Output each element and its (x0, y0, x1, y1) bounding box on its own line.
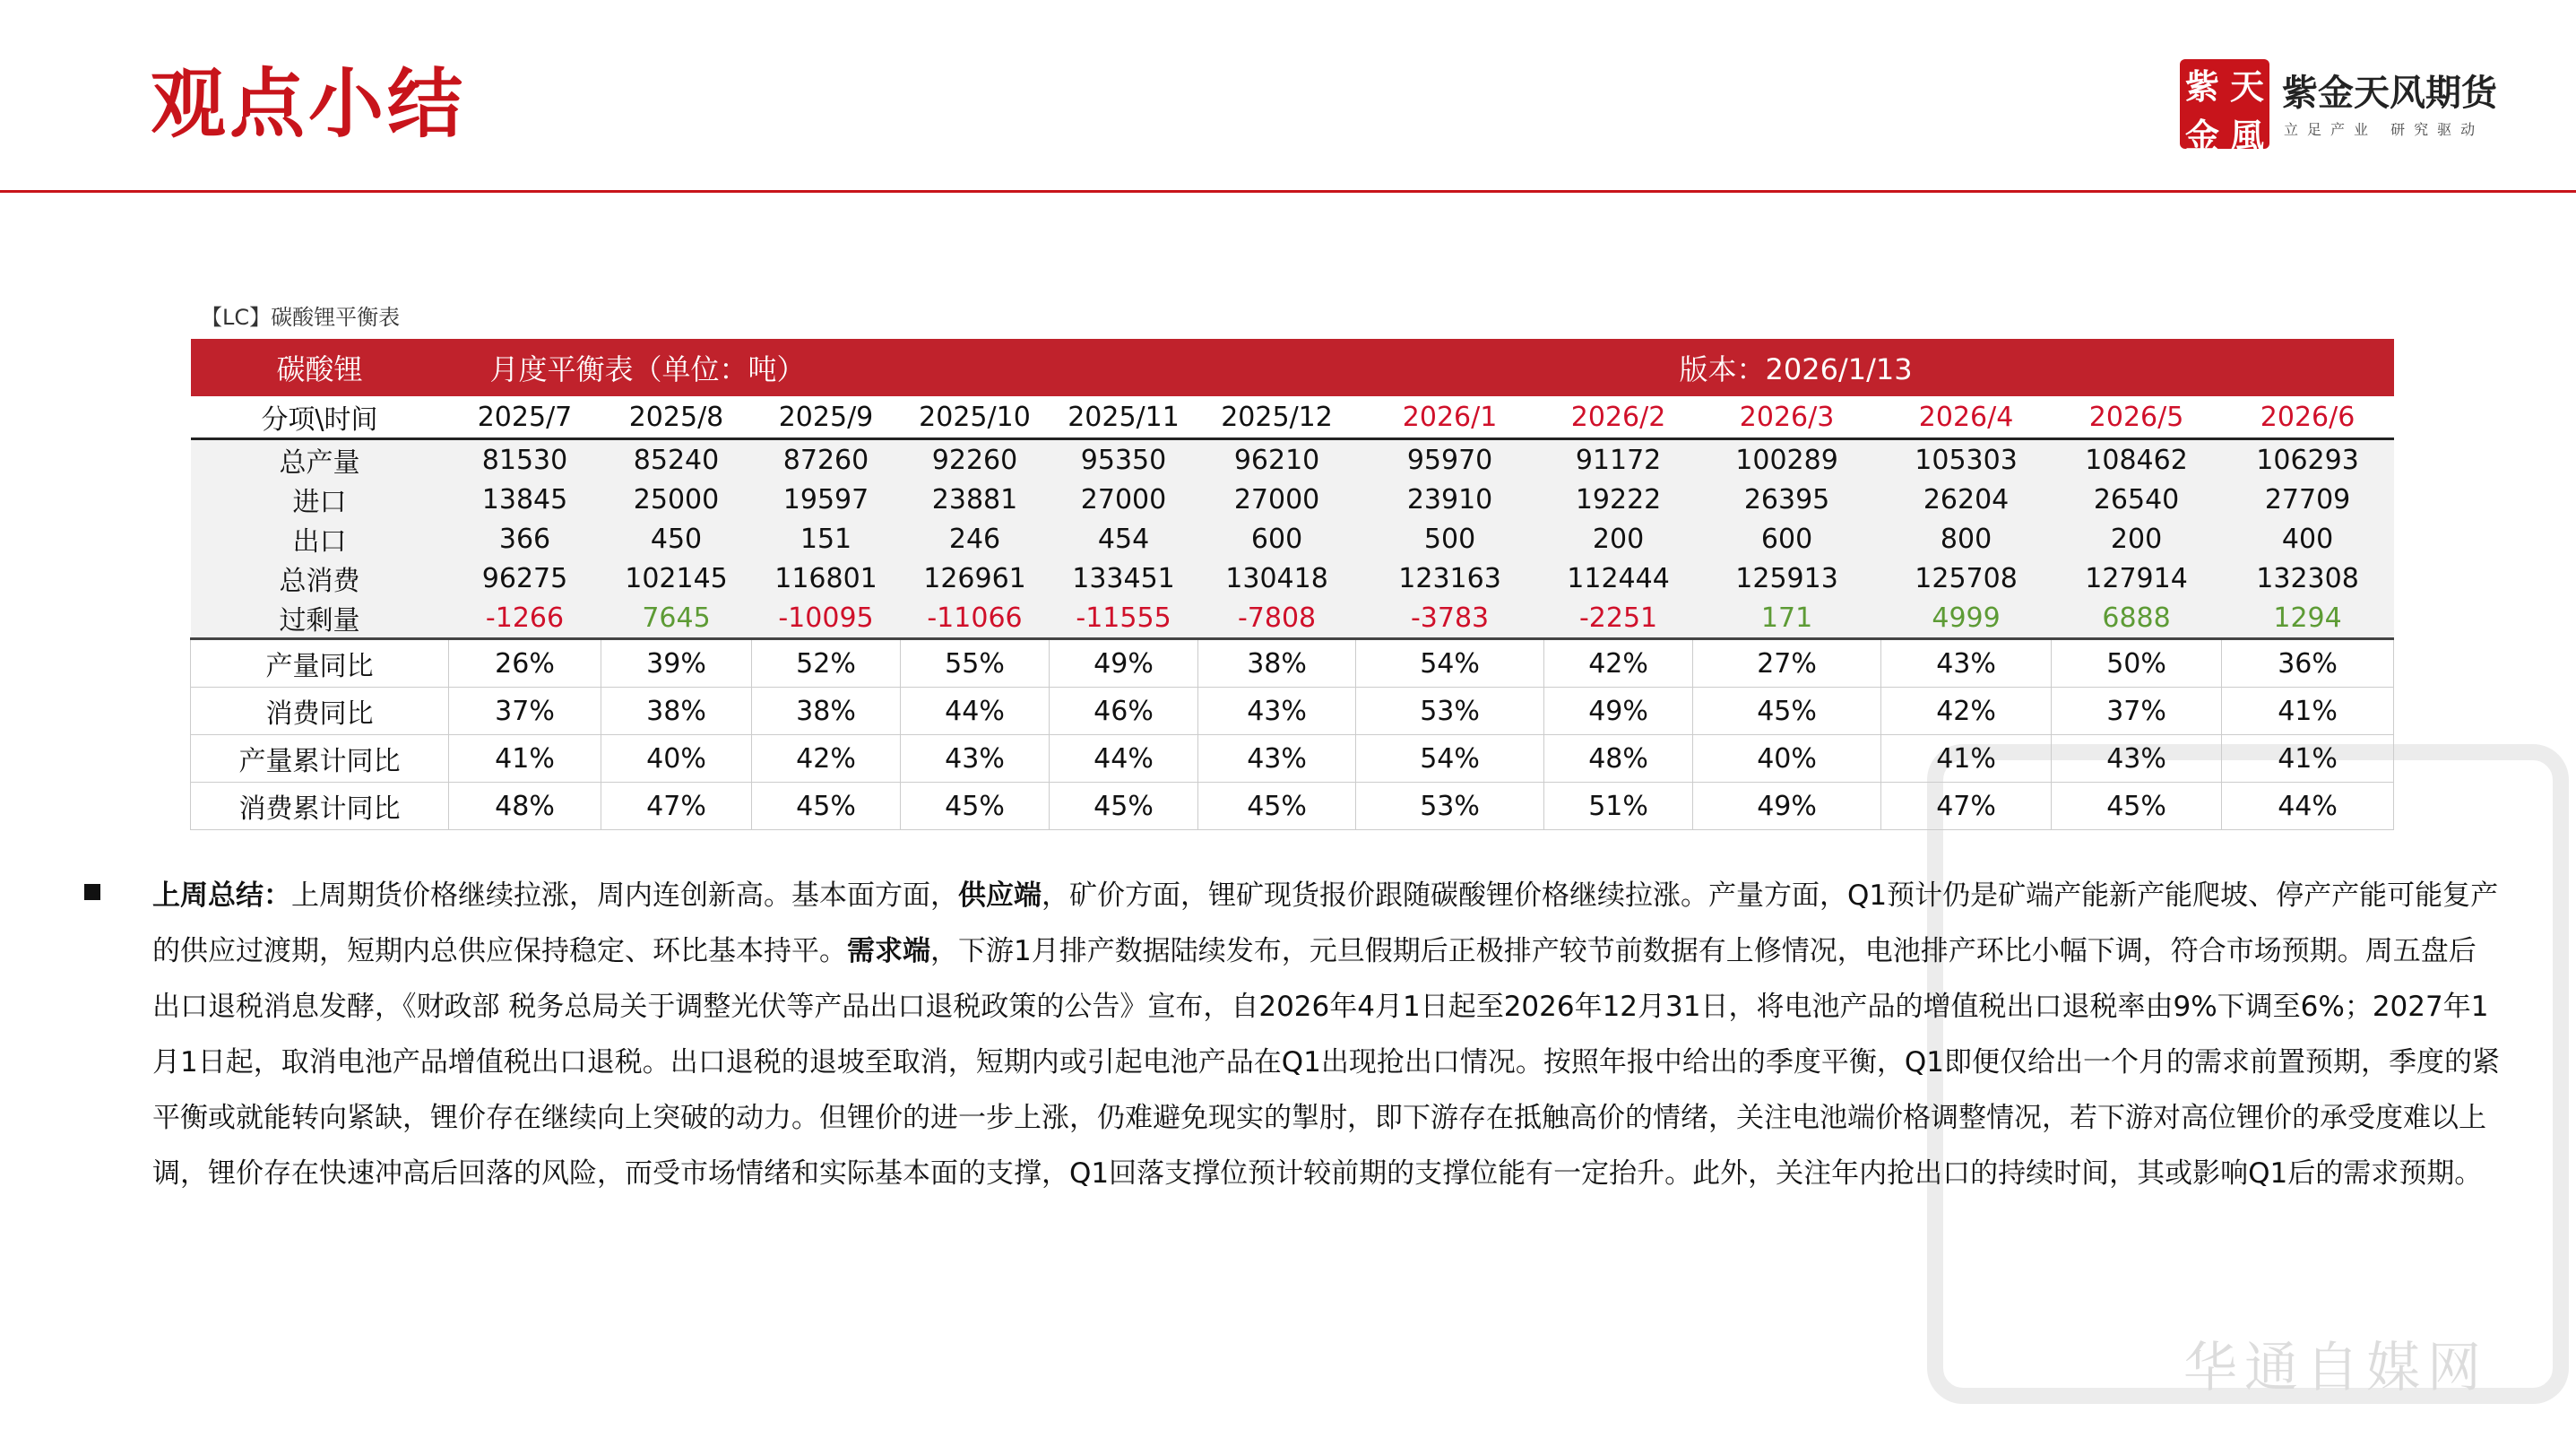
table-cell: 49% (1693, 783, 1881, 830)
table-cell: 37% (2052, 688, 2222, 735)
table-cell: 48% (449, 783, 601, 830)
table-cell: 40% (1693, 735, 1881, 783)
table-cell: 55% (901, 639, 1050, 688)
table-cell: 41% (2222, 688, 2394, 735)
table-cell: 47% (601, 783, 752, 830)
table-cell: -11555 (1050, 598, 1198, 639)
table-cell: -2251 (1544, 598, 1693, 639)
table-cell: 105303 (1881, 439, 2052, 481)
balance-row (191, 480, 2394, 519)
table-cell: 41% (1881, 735, 2052, 783)
summary-emphasis: 供应端 (958, 879, 1042, 912)
row-label: 进口 (191, 480, 449, 519)
company-logo (2180, 59, 2538, 156)
summary-emphasis: 需求端 (847, 935, 930, 967)
yoy-row (191, 783, 2394, 830)
table-cell: 96210 (1198, 439, 1356, 481)
table-cell: 87260 (752, 439, 901, 481)
table-cell: 45% (1693, 688, 1881, 735)
table-cell: 43% (901, 735, 1050, 783)
table-cell: 600 (1198, 519, 1356, 559)
month-header: 2026/3 (1693, 396, 1881, 439)
table-cell: 19597 (752, 480, 901, 519)
table-cell: 500 (1356, 519, 1544, 559)
month-header: 2025/9 (752, 396, 901, 439)
table-cell: 400 (2222, 519, 2394, 559)
seal-char: 紫 (2184, 66, 2219, 107)
table-cell: 246 (901, 519, 1050, 559)
table-cell: 26% (449, 639, 601, 688)
row-label: 消费累计同比 (191, 783, 449, 830)
table-cell: 50% (2052, 639, 2222, 688)
table-cell: 127914 (2052, 559, 2222, 598)
yoy-row (191, 688, 2394, 735)
table-cell: 43% (1881, 639, 2052, 688)
month-header: 2026/2 (1544, 396, 1693, 439)
summary-text: 上周期货价格继续拉涨，周内连创新高。基本面方面， (291, 879, 958, 912)
table-title: 月度平衡表（单位：吨） (449, 339, 1198, 396)
summary-lead: 上周总结： (152, 879, 291, 912)
balance-row (191, 598, 2394, 639)
row-label: 消费同比 (191, 688, 449, 735)
table-cell: 38% (601, 688, 752, 735)
month-header: 2025/7 (449, 396, 601, 439)
table-cell: 133451 (1050, 559, 1198, 598)
table-cell: 45% (2052, 783, 2222, 830)
table-cell: 454 (1050, 519, 1198, 559)
table-cell: -10095 (752, 598, 901, 639)
bullet-square (84, 884, 100, 900)
table-cell: 45% (1050, 783, 1198, 830)
table-cell: 132308 (2222, 559, 2394, 598)
table-cell: 13845 (449, 480, 601, 519)
table-cell: 85240 (601, 439, 752, 481)
yoy-row (191, 639, 2394, 688)
table-cell: 125913 (1693, 559, 1881, 598)
table-cell: 102145 (601, 559, 752, 598)
balance-table (190, 339, 2393, 830)
table-cell: 46% (1050, 688, 1198, 735)
table-cell: 95350 (1050, 439, 1198, 481)
table-cell: 45% (752, 783, 901, 830)
row-label: 总产量 (191, 439, 449, 481)
product-name: 碳酸锂 (191, 339, 449, 396)
table-cell: 54% (1356, 735, 1544, 783)
table-cell: 25000 (601, 480, 752, 519)
table-cell: 27000 (1198, 480, 1356, 519)
table-cell: 600 (1693, 519, 1881, 559)
table-cell: 38% (752, 688, 901, 735)
table-cell: 43% (1198, 735, 1356, 783)
page-title: 观点小结 (151, 59, 467, 148)
table-cell: 366 (449, 519, 601, 559)
row-label: 分项\时间 (191, 396, 449, 439)
table-version: 版本：2026/1/13 (1198, 339, 2394, 396)
table-cell: 26395 (1693, 480, 1881, 519)
table-cell: 53% (1356, 783, 1544, 830)
table-cell: 39% (601, 639, 752, 688)
table-cell: 44% (901, 688, 1050, 735)
table-cell: 112444 (1544, 559, 1693, 598)
table-cell: 200 (2052, 519, 2222, 559)
yoy-row (191, 735, 2394, 783)
table-header-row (191, 339, 2394, 396)
table-cell: 171 (1693, 598, 1881, 639)
table-cell: 41% (2222, 735, 2394, 783)
month-header: 2025/12 (1198, 396, 1356, 439)
table-cell: 126961 (901, 559, 1050, 598)
table-cell: 42% (752, 735, 901, 783)
row-label: 过剩量 (191, 598, 449, 639)
month-header: 2026/1 (1356, 396, 1544, 439)
balance-row (191, 519, 2394, 559)
table-cell: 43% (2052, 735, 2222, 783)
table-cell: 37% (449, 688, 601, 735)
table-cell: 41% (449, 735, 601, 783)
row-label: 出口 (191, 519, 449, 559)
table-cell: 52% (752, 639, 901, 688)
logo-seal (2180, 59, 2269, 156)
table-cell: 6888 (2052, 598, 2222, 639)
summary-paragraph (152, 868, 2501, 1201)
table-cell: 130418 (1198, 559, 1356, 598)
table-cell: 123163 (1356, 559, 1544, 598)
table-cell: 19222 (1544, 480, 1693, 519)
table-caption: 【LC】碳酸锂平衡表 (201, 305, 401, 330)
table-cell: 116801 (752, 559, 901, 598)
table-cell: 1294 (2222, 598, 2394, 639)
table-cell: 27000 (1050, 480, 1198, 519)
month-header-row (191, 396, 2394, 439)
watermark-text: 华通自媒网 (2183, 1337, 2488, 1399)
table-cell: 200 (1544, 519, 1693, 559)
table-cell: 49% (1544, 688, 1693, 735)
table-cell: 23881 (901, 480, 1050, 519)
table-cell: 44% (1050, 735, 1198, 783)
table-cell: 45% (901, 783, 1050, 830)
table-cell: 42% (1544, 639, 1693, 688)
month-header: 2026/4 (1881, 396, 2052, 439)
table-cell: 47% (1881, 783, 2052, 830)
table-cell: 4999 (1881, 598, 2052, 639)
table-cell: 26204 (1881, 480, 2052, 519)
balance-row (191, 439, 2394, 481)
table-cell: 23910 (1356, 480, 1544, 519)
table-cell: 44% (2222, 783, 2394, 830)
table-cell: 27709 (2222, 480, 2394, 519)
table-cell: 81530 (449, 439, 601, 481)
seal-char: 金 (2184, 116, 2219, 156)
summary-text: ，矿价方面，锂矿现货报价跟随碳酸锂价格继续拉涨。产量方面，Q1预计仍是矿端产能新产能爬坡、停产产能可能复产的供应过渡期，短期内总供应保持稳定、环比基本持平。 (152, 879, 2499, 967)
table-cell: 800 (1881, 519, 2052, 559)
table-cell: 91172 (1544, 439, 1693, 481)
row-label: 总消费 (191, 559, 449, 598)
title-divider (0, 190, 2576, 193)
month-header: 2025/10 (901, 396, 1050, 439)
table-cell: 26540 (2052, 480, 2222, 519)
seal-char: 天 (2229, 66, 2264, 107)
table-cell: 151 (752, 519, 901, 559)
table-cell: 7645 (601, 598, 752, 639)
row-label: 产量累计同比 (191, 735, 449, 783)
table-cell: 40% (601, 735, 752, 783)
table-cell: 38% (1198, 639, 1356, 688)
table-cell: 100289 (1693, 439, 1881, 481)
table-cell: 125708 (1881, 559, 2052, 598)
table-cell: 45% (1198, 783, 1356, 830)
table-cell: 54% (1356, 639, 1544, 688)
balance-row (191, 559, 2394, 598)
month-header: 2026/6 (2222, 396, 2394, 439)
table-cell: 95970 (1356, 439, 1544, 481)
table-cell: 27% (1693, 639, 1881, 688)
table-cell: 108462 (2052, 439, 2222, 481)
company-name: 紫金天风期货 (2282, 73, 2497, 114)
table-cell: 51% (1544, 783, 1693, 830)
table-cell: 36% (2222, 639, 2394, 688)
table-cell: 450 (601, 519, 752, 559)
table-cell: -11066 (901, 598, 1050, 639)
table-cell: -7808 (1198, 598, 1356, 639)
table-cell: 42% (1881, 688, 2052, 735)
seal-char: 風 (2229, 116, 2264, 156)
month-header: 2025/11 (1050, 396, 1198, 439)
table-cell: 49% (1050, 639, 1198, 688)
summary-text: ，下游1月排产数据陆续发布，元旦假期后正极排产较节前数据有上修情况，电池排产环比小幅下调，符合市场预期。周五盘后出口退税消息发酵，《财政部 税务总局关于调整光伏等产品出口退税政策的公告》宣布，自2026年4月1日起至2026年12月31日，将电池产品的增值税出口退税率由9%下调至6%；2027年1月1日起，取消电池产品增值税出口退税。出口退税的退坡至取消，短期内或引起电池产品在Q1出现抢出口情况。按照年报中给出的季度平衡，Q1即便仅给出一个月的需求前置预期，季度的紧平衡或就能转向紧缺，锂价存在继续向上突破的动力。但锂价的进一步上涨，仍难避免现实的掣肘，即下游存在抵触高价的情绪，关注电池端价格调整情况，若下游对高位锂价的承受度难以上调，锂价存在快速冲高后回落的风险，而受市场情绪和实际基本面的支撑，Q1回落支撑位预计较前期的支撑位能有一定抬升。此外，关注年内抢出口的持续时间，其或影响Q1后的需求预期。 (152, 935, 2500, 1190)
table-cell: -3783 (1356, 598, 1544, 639)
table-cell: 106293 (2222, 439, 2394, 481)
month-header: 2026/5 (2052, 396, 2222, 439)
table-cell: 92260 (901, 439, 1050, 481)
table-cell: 53% (1356, 688, 1544, 735)
table-cell: 43% (1198, 688, 1356, 735)
row-label: 产量同比 (191, 639, 449, 688)
table-cell: 48% (1544, 735, 1693, 783)
table-cell: 96275 (449, 559, 601, 598)
table-cell: -1266 (449, 598, 601, 639)
company-tagline: 立足产业 研究驱动 (2284, 121, 2485, 138)
month-header: 2025/8 (601, 396, 752, 439)
